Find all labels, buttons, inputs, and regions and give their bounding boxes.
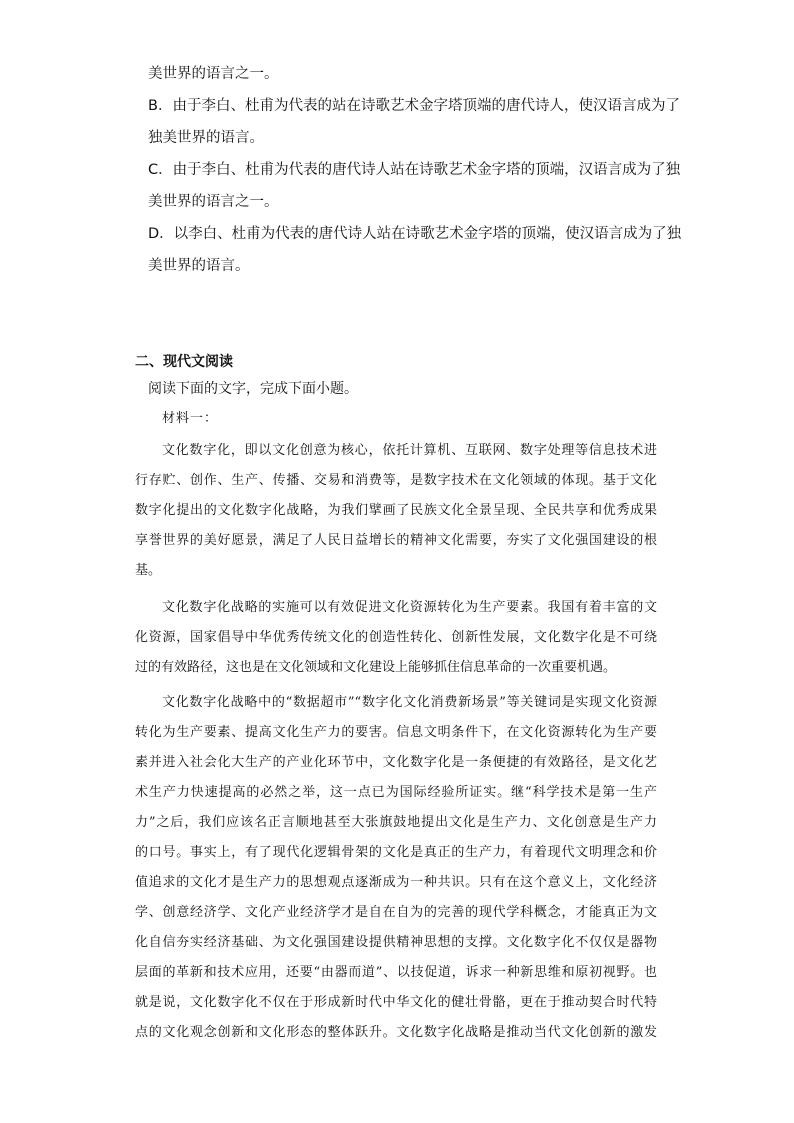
passage-line: 力”之后，我们应该名正言顺地甚至大张旗鼓地提出文化是生产力、文化创意是生产力 bbox=[135, 815, 657, 830]
reading-instruction: 阅读下面的文字，完成下面小题。 bbox=[148, 381, 358, 397]
passage-line: 数字化提出的文化数字化战略，为我们擘画了民族文化全景呈现、全民共享和优秀成果 bbox=[135, 503, 657, 518]
passage-line: 转化为生产要素、提高文化生产力的要害。信息文明条件下，在文化资源转化为生产要 bbox=[135, 725, 657, 740]
passage-line: 基。 bbox=[135, 563, 162, 578]
option-b-line-1: B．由于李白、杜甫为代表的站在诗歌艺术金字塔顶端的唐代诗人，使汉语言成为了 bbox=[148, 98, 680, 114]
passage-line: 学、创意经济学、文化产业经济学才是自在自为的完善的现代学科概念，才能真正为文 bbox=[135, 905, 657, 920]
option-d-line-1: D．以李白、杜甫为代表的唐代诗人站在诗歌艺术金字塔的顶端，使汉语言成为了独 bbox=[148, 226, 682, 242]
passage-line: 术生产力快速提高的必然之举，这一点已为国际经验所证实。继“科学技术是第一生产 bbox=[135, 785, 657, 800]
section-title: 二、现代文阅读 bbox=[135, 354, 233, 370]
option-c-line-1: C．由于李白、杜甫为代表的唐代诗人站在诗歌艺术金字塔的顶端，汉语言成为了独 bbox=[148, 162, 681, 178]
passage-line: 的口号。事实上，有了现代化逻辑骨架的文化是真正的生产力，有着现代文明理念和价 bbox=[135, 845, 657, 860]
passage-line: 文化数字化战略中的“数据超市”“数字化文化消费新场景”等关键词是实现文化资源 bbox=[162, 695, 657, 710]
option-d-line-2: 美世界的语言。 bbox=[148, 258, 250, 274]
passage-line: 过的有效路径，这也是在文化领域和文化建设上能够抓住信息革命的一次重要机遇。 bbox=[135, 660, 617, 675]
passage-line: 化资源，国家倡导中华优秀传统文化的创造性转化、创新性发展，文化数字化是不可绕 bbox=[135, 630, 657, 645]
option-c-line-2: 美世界的语言之一。 bbox=[148, 194, 279, 210]
passage-line: 层面的革新和技术应用，还要“由器而道”、以技促道，诉求一种新思维和原初视野。也 bbox=[135, 965, 657, 980]
passage-line: 素并进入社会化大生产的产业化环节中，文化数字化是一条便捷的有效路径，是文化艺 bbox=[135, 755, 657, 770]
passage-line: 化自信夯实经济基础、为文化强国建设提供精神思想的支撑。文化数字化不仅仅是器物 bbox=[135, 935, 657, 950]
material-label: 材料一： bbox=[162, 411, 219, 426]
passage-line: 文化数字化，即以文化创意为核心，依托计算机、互联网、数字处理等信息技术进 bbox=[162, 443, 657, 458]
option-b-line-2: 独美世界的语言。 bbox=[148, 130, 264, 146]
passage-line: 就是说，文化数字化不仅在于形成新时代中华文化的健壮骨骼，更在于推动契合时代特 bbox=[135, 995, 657, 1010]
passage-line: 值追求的文化才是生产力的思想观点逐渐成为一种共识。只有在这个意义上，文化经济 bbox=[135, 875, 657, 890]
option-a-continuation: 美世界的语言之一。 bbox=[148, 66, 279, 82]
passage-line: 文化数字化战略的实施可以有效促进文化资源转化为生产要素。我国有着丰富的文 bbox=[162, 600, 657, 615]
passage-line: 享誉世界的美好愿景，满足了人民日益增长的精神文化需要，夯实了文化强国建设的根 bbox=[135, 533, 657, 548]
passage-line: 行存贮、创作、生产、传播、交易和消费等，是数字技术在文化领域的体现。基于文化 bbox=[135, 473, 657, 488]
passage-line: 点的文化观念创新和文化形态的整体跃升。文化数字化战略是推动当代文化创新的激发 bbox=[135, 1025, 657, 1040]
